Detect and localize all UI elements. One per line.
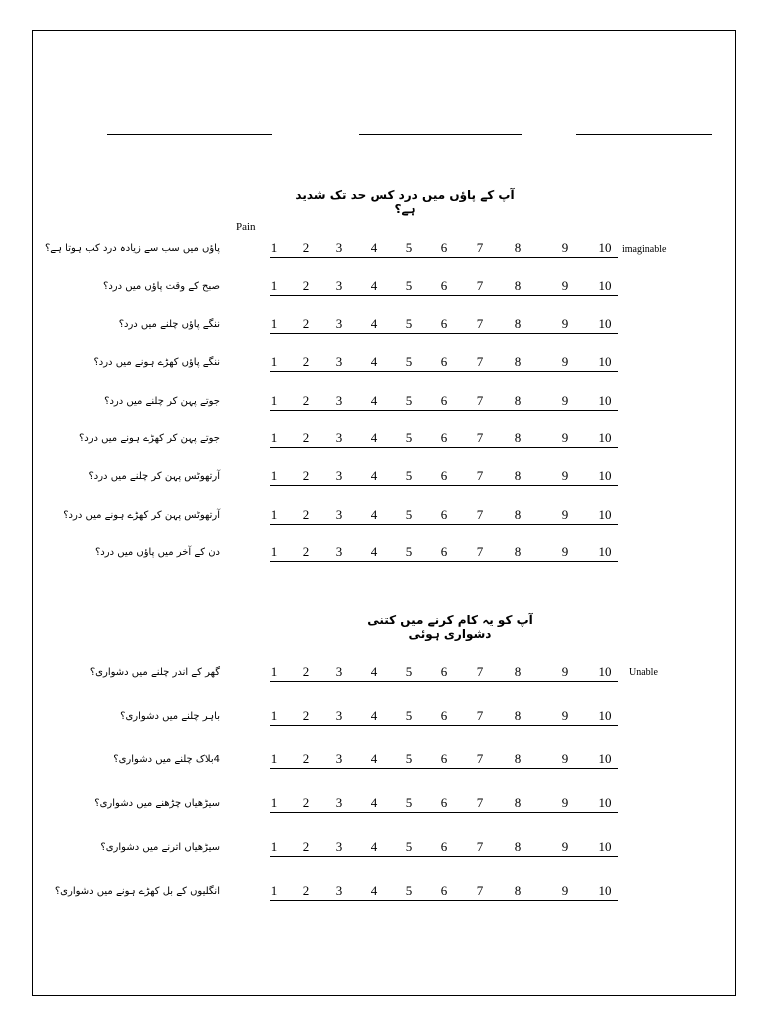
scale-end-label-unable: Unable [629, 667, 658, 678]
scale-end-label-imaginable: imaginable [622, 244, 667, 255]
rating-option-5[interactable]: 5 [405, 468, 413, 483]
rating-option-4[interactable]: 4 [370, 544, 378, 559]
rating-option-1[interactable]: 1 [270, 393, 278, 408]
rating-option-6[interactable]: 6 [440, 393, 448, 408]
rating-scale [270, 240, 618, 258]
rating-option-7[interactable]: 7 [476, 316, 484, 331]
section2-question-row-4 [0, 796, 768, 820]
rating-option-3[interactable]: 3 [335, 240, 343, 255]
rating-option-9[interactable]: 9 [561, 708, 569, 723]
question-text: ننگے پاؤں کھڑے ہونے میں درد؟ [93, 357, 220, 368]
rating-scale [270, 430, 618, 448]
rating-option-5[interactable]: 5 [405, 839, 413, 854]
rating-option-2[interactable]: 2 [302, 468, 310, 483]
rating-option-4[interactable]: 4 [370, 839, 378, 854]
rating-option-9[interactable]: 9 [561, 544, 569, 559]
rating-option-7[interactable]: 7 [476, 240, 484, 255]
rating-option-10[interactable]: 10 [598, 708, 612, 723]
rating-option-6[interactable]: 6 [440, 316, 448, 331]
rating-option-2[interactable]: 2 [302, 708, 310, 723]
rating-option-6[interactable]: 6 [440, 430, 448, 445]
rating-option-8[interactable]: 8 [514, 278, 522, 293]
rating-option-7[interactable]: 7 [476, 708, 484, 723]
rating-option-7[interactable]: 7 [476, 883, 484, 898]
rating-option-5[interactable]: 5 [405, 751, 413, 766]
question-text: باہر چلنے میں دشواری؟ [120, 711, 220, 722]
rating-option-8[interactable]: 8 [514, 354, 522, 369]
rating-scale [270, 278, 618, 296]
rating-scale [270, 468, 618, 486]
rating-option-3[interactable]: 3 [335, 544, 343, 559]
question-text: جوتے پہن کر کھڑے ہونے میں درد؟ [78, 433, 220, 444]
rating-option-5[interactable]: 5 [405, 430, 413, 445]
rating-option-7[interactable]: 7 [476, 664, 484, 679]
rating-scale [270, 664, 618, 682]
rating-option-10[interactable]: 10 [598, 839, 612, 854]
rating-option-9[interactable]: 9 [561, 839, 569, 854]
section1-question-row-6 [0, 431, 768, 455]
rating-option-7[interactable]: 7 [476, 507, 484, 522]
rating-option-6[interactable]: 6 [440, 883, 448, 898]
rating-option-1[interactable]: 1 [270, 468, 278, 483]
rating-option-2[interactable]: 2 [302, 354, 310, 369]
rating-option-2[interactable]: 2 [302, 278, 310, 293]
rating-option-8[interactable]: 8 [514, 316, 522, 331]
rating-option-10[interactable]: 10 [598, 507, 612, 522]
rating-option-5[interactable]: 5 [405, 354, 413, 369]
rating-option-7[interactable]: 7 [476, 544, 484, 559]
rating-option-4[interactable]: 4 [370, 278, 378, 293]
blank-line-2[interactable] [359, 134, 522, 135]
rating-option-9[interactable]: 9 [561, 240, 569, 255]
rating-scale [270, 544, 618, 562]
rating-option-2[interactable]: 2 [302, 883, 310, 898]
question-text: انگلیوں کے بل کھڑے ہونے میں دشواری؟ [54, 886, 220, 897]
rating-option-9[interactable]: 9 [561, 883, 569, 898]
rating-option-7[interactable]: 7 [476, 354, 484, 369]
rating-option-6[interactable]: 6 [440, 795, 448, 810]
section-heading-pain: آپ کے پاؤں میں درد کس حد تک شدید ہے؟ [295, 188, 515, 216]
rating-option-4[interactable]: 4 [370, 708, 378, 723]
rating-scale [270, 507, 618, 525]
rating-option-5[interactable]: 5 [405, 795, 413, 810]
rating-option-1[interactable]: 1 [270, 883, 278, 898]
rating-scale [270, 393, 618, 411]
rating-option-2[interactable]: 2 [302, 393, 310, 408]
rating-option-6[interactable]: 6 [440, 507, 448, 522]
rating-option-2[interactable]: 2 [302, 839, 310, 854]
rating-option-6[interactable]: 6 [440, 544, 448, 559]
rating-option-5[interactable]: 5 [405, 664, 413, 679]
rating-option-4[interactable]: 4 [370, 430, 378, 445]
rating-option-4[interactable]: 4 [370, 751, 378, 766]
section-heading-difficulty: آپ کو یہ کام کرنے میں کتنی دشواری ہوئی [367, 613, 533, 641]
rating-option-10[interactable]: 10 [598, 316, 612, 331]
rating-option-2[interactable]: 2 [302, 430, 310, 445]
question-text: جوتے پہن کر چلنے میں درد؟ [104, 396, 220, 407]
rating-option-1[interactable]: 1 [270, 544, 278, 559]
rating-option-10[interactable]: 10 [598, 468, 612, 483]
rating-scale [270, 751, 618, 769]
rating-option-9[interactable]: 9 [561, 393, 569, 408]
rating-option-2[interactable]: 2 [302, 664, 310, 679]
rating-option-6[interactable]: 6 [440, 708, 448, 723]
rating-option-3[interactable]: 3 [335, 468, 343, 483]
rating-option-6[interactable]: 6 [440, 240, 448, 255]
rating-option-1[interactable]: 1 [270, 354, 278, 369]
rating-option-2[interactable]: 2 [302, 544, 310, 559]
rating-option-6[interactable]: 6 [440, 354, 448, 369]
rating-option-10[interactable]: 10 [598, 664, 612, 679]
rating-option-7[interactable]: 7 [476, 751, 484, 766]
rating-option-5[interactable]: 5 [405, 544, 413, 559]
rating-option-4[interactable]: 4 [370, 664, 378, 679]
rating-option-3[interactable]: 3 [335, 507, 343, 522]
rating-option-2[interactable]: 2 [302, 316, 310, 331]
rating-option-8[interactable]: 8 [514, 393, 522, 408]
rating-option-3[interactable]: 3 [335, 430, 343, 445]
rating-option-5[interactable]: 5 [405, 507, 413, 522]
question-text: گھر کے اندر چلنے میں دشواری؟ [89, 667, 220, 678]
question-text: 4بلاک چلنے میں دشواری؟ [113, 754, 220, 765]
rating-option-9[interactable]: 9 [561, 664, 569, 679]
rating-option-3[interactable]: 3 [335, 278, 343, 293]
rating-option-4[interactable]: 4 [370, 795, 378, 810]
section1-question-row-1 [0, 241, 768, 265]
rating-option-7[interactable]: 7 [476, 393, 484, 408]
question-text: دن کے آخر میں پاؤں میں درد؟ [95, 547, 220, 558]
rating-option-4[interactable]: 4 [370, 507, 378, 522]
rating-option-7[interactable]: 7 [476, 278, 484, 293]
rating-option-9[interactable]: 9 [561, 795, 569, 810]
blank-line-1[interactable] [107, 134, 272, 135]
rating-option-3[interactable]: 3 [335, 839, 343, 854]
rating-option-10[interactable]: 10 [598, 430, 612, 445]
rating-option-4[interactable]: 4 [370, 354, 378, 369]
rating-option-10[interactable]: 10 [598, 278, 612, 293]
rating-option-3[interactable]: 3 [335, 795, 343, 810]
rating-option-1[interactable]: 1 [270, 751, 278, 766]
rating-scale [270, 883, 618, 901]
rating-option-3[interactable]: 3 [335, 316, 343, 331]
rating-option-3[interactable]: 3 [335, 393, 343, 408]
section1-question-row-3 [0, 317, 768, 341]
rating-option-2[interactable]: 2 [302, 507, 310, 522]
rating-option-10[interactable]: 10 [598, 393, 612, 408]
rating-option-5[interactable]: 5 [405, 278, 413, 293]
rating-option-8[interactable]: 8 [514, 544, 522, 559]
rating-option-3[interactable]: 3 [335, 883, 343, 898]
question-text: آرتھوٹس پہن کر چلنے میں درد؟ [88, 471, 220, 482]
rating-option-5[interactable]: 5 [405, 240, 413, 255]
rating-option-9[interactable]: 9 [561, 354, 569, 369]
rating-option-1[interactable]: 1 [270, 278, 278, 293]
rating-option-8[interactable]: 8 [514, 468, 522, 483]
rating-option-1[interactable]: 1 [270, 507, 278, 522]
rating-option-8[interactable]: 8 [514, 795, 522, 810]
rating-option-6[interactable]: 6 [440, 751, 448, 766]
rating-option-4[interactable]: 4 [370, 393, 378, 408]
rating-scale [270, 839, 618, 857]
rating-option-3[interactable]: 3 [335, 664, 343, 679]
rating-option-9[interactable]: 9 [561, 316, 569, 331]
section1-question-row-9 [0, 545, 768, 569]
section1-question-row-8 [0, 508, 768, 532]
rating-option-4[interactable]: 4 [370, 240, 378, 255]
rating-option-1[interactable]: 1 [270, 430, 278, 445]
rating-option-3[interactable]: 3 [335, 708, 343, 723]
rating-scale [270, 316, 618, 334]
rating-option-1[interactable]: 1 [270, 240, 278, 255]
question-text: پاؤں میں سب سے زیادہ درد کب ہوتا ہے؟ [44, 243, 220, 254]
question-text: سیڑھیاں اترنے میں دشواری؟ [100, 842, 220, 853]
rating-option-8[interactable]: 8 [514, 240, 522, 255]
rating-option-10[interactable]: 10 [598, 795, 612, 810]
rating-option-5[interactable]: 5 [405, 316, 413, 331]
rating-option-7[interactable]: 7 [476, 430, 484, 445]
rating-scale [270, 354, 618, 372]
rating-option-4[interactable]: 4 [370, 316, 378, 331]
rating-scale [270, 795, 618, 813]
rating-option-5[interactable]: 5 [405, 708, 413, 723]
rating-option-2[interactable]: 2 [302, 240, 310, 255]
rating-option-5[interactable]: 5 [405, 393, 413, 408]
rating-option-1[interactable]: 1 [270, 316, 278, 331]
rating-option-5[interactable]: 5 [405, 883, 413, 898]
section1-question-row-4 [0, 355, 768, 379]
scale-top-label: Pain [236, 221, 256, 233]
rating-option-6[interactable]: 6 [440, 278, 448, 293]
question-text: آرتھوٹس پہن کر کھڑے ہونے میں درد؟ [63, 510, 220, 521]
rating-option-1[interactable]: 1 [270, 708, 278, 723]
rating-option-8[interactable]: 8 [514, 883, 522, 898]
section1-question-row-5 [0, 394, 768, 418]
rating-option-8[interactable]: 8 [514, 507, 522, 522]
rating-option-9[interactable]: 9 [561, 430, 569, 445]
rating-option-8[interactable]: 8 [514, 708, 522, 723]
rating-option-10[interactable]: 10 [598, 544, 612, 559]
question-text: ننگے پاؤں چلنے میں درد؟ [118, 319, 220, 330]
section1-question-row-7 [0, 469, 768, 493]
rating-option-7[interactable]: 7 [476, 839, 484, 854]
rating-option-6[interactable]: 6 [440, 468, 448, 483]
rating-option-9[interactable]: 9 [561, 468, 569, 483]
rating-option-7[interactable]: 7 [476, 468, 484, 483]
section2-question-row-5 [0, 840, 768, 864]
section1-question-row-2 [0, 279, 768, 303]
rating-option-4[interactable]: 4 [370, 468, 378, 483]
rating-option-3[interactable]: 3 [335, 751, 343, 766]
rating-option-9[interactable]: 9 [561, 751, 569, 766]
rating-option-10[interactable]: 10 [598, 751, 612, 766]
blank-line-3[interactable] [576, 134, 712, 135]
rating-option-9[interactable]: 9 [561, 278, 569, 293]
rating-option-10[interactable]: 10 [598, 240, 612, 255]
section2-question-row-1 [0, 665, 768, 689]
rating-option-2[interactable]: 2 [302, 751, 310, 766]
rating-option-8[interactable]: 8 [514, 839, 522, 854]
rating-option-1[interactable]: 1 [270, 839, 278, 854]
rating-option-10[interactable]: 10 [598, 354, 612, 369]
rating-option-2[interactable]: 2 [302, 795, 310, 810]
section2-question-row-3 [0, 752, 768, 776]
rating-option-6[interactable]: 6 [440, 664, 448, 679]
rating-option-10[interactable]: 10 [598, 883, 612, 898]
rating-option-6[interactable]: 6 [440, 839, 448, 854]
rating-option-3[interactable]: 3 [335, 354, 343, 369]
rating-option-1[interactable]: 1 [270, 664, 278, 679]
section2-question-row-6 [0, 884, 768, 908]
rating-option-9[interactable]: 9 [561, 507, 569, 522]
rating-scale [270, 708, 618, 726]
question-text: سیڑھیاں چڑھنے میں دشواری؟ [94, 798, 220, 809]
question-text: صبح کے وقت پاؤں میں درد؟ [103, 281, 220, 292]
rating-option-8[interactable]: 8 [514, 664, 522, 679]
rating-option-8[interactable]: 8 [514, 751, 522, 766]
rating-option-4[interactable]: 4 [370, 883, 378, 898]
rating-option-7[interactable]: 7 [476, 795, 484, 810]
rating-option-1[interactable]: 1 [270, 795, 278, 810]
rating-option-8[interactable]: 8 [514, 430, 522, 445]
section2-question-row-2 [0, 709, 768, 733]
